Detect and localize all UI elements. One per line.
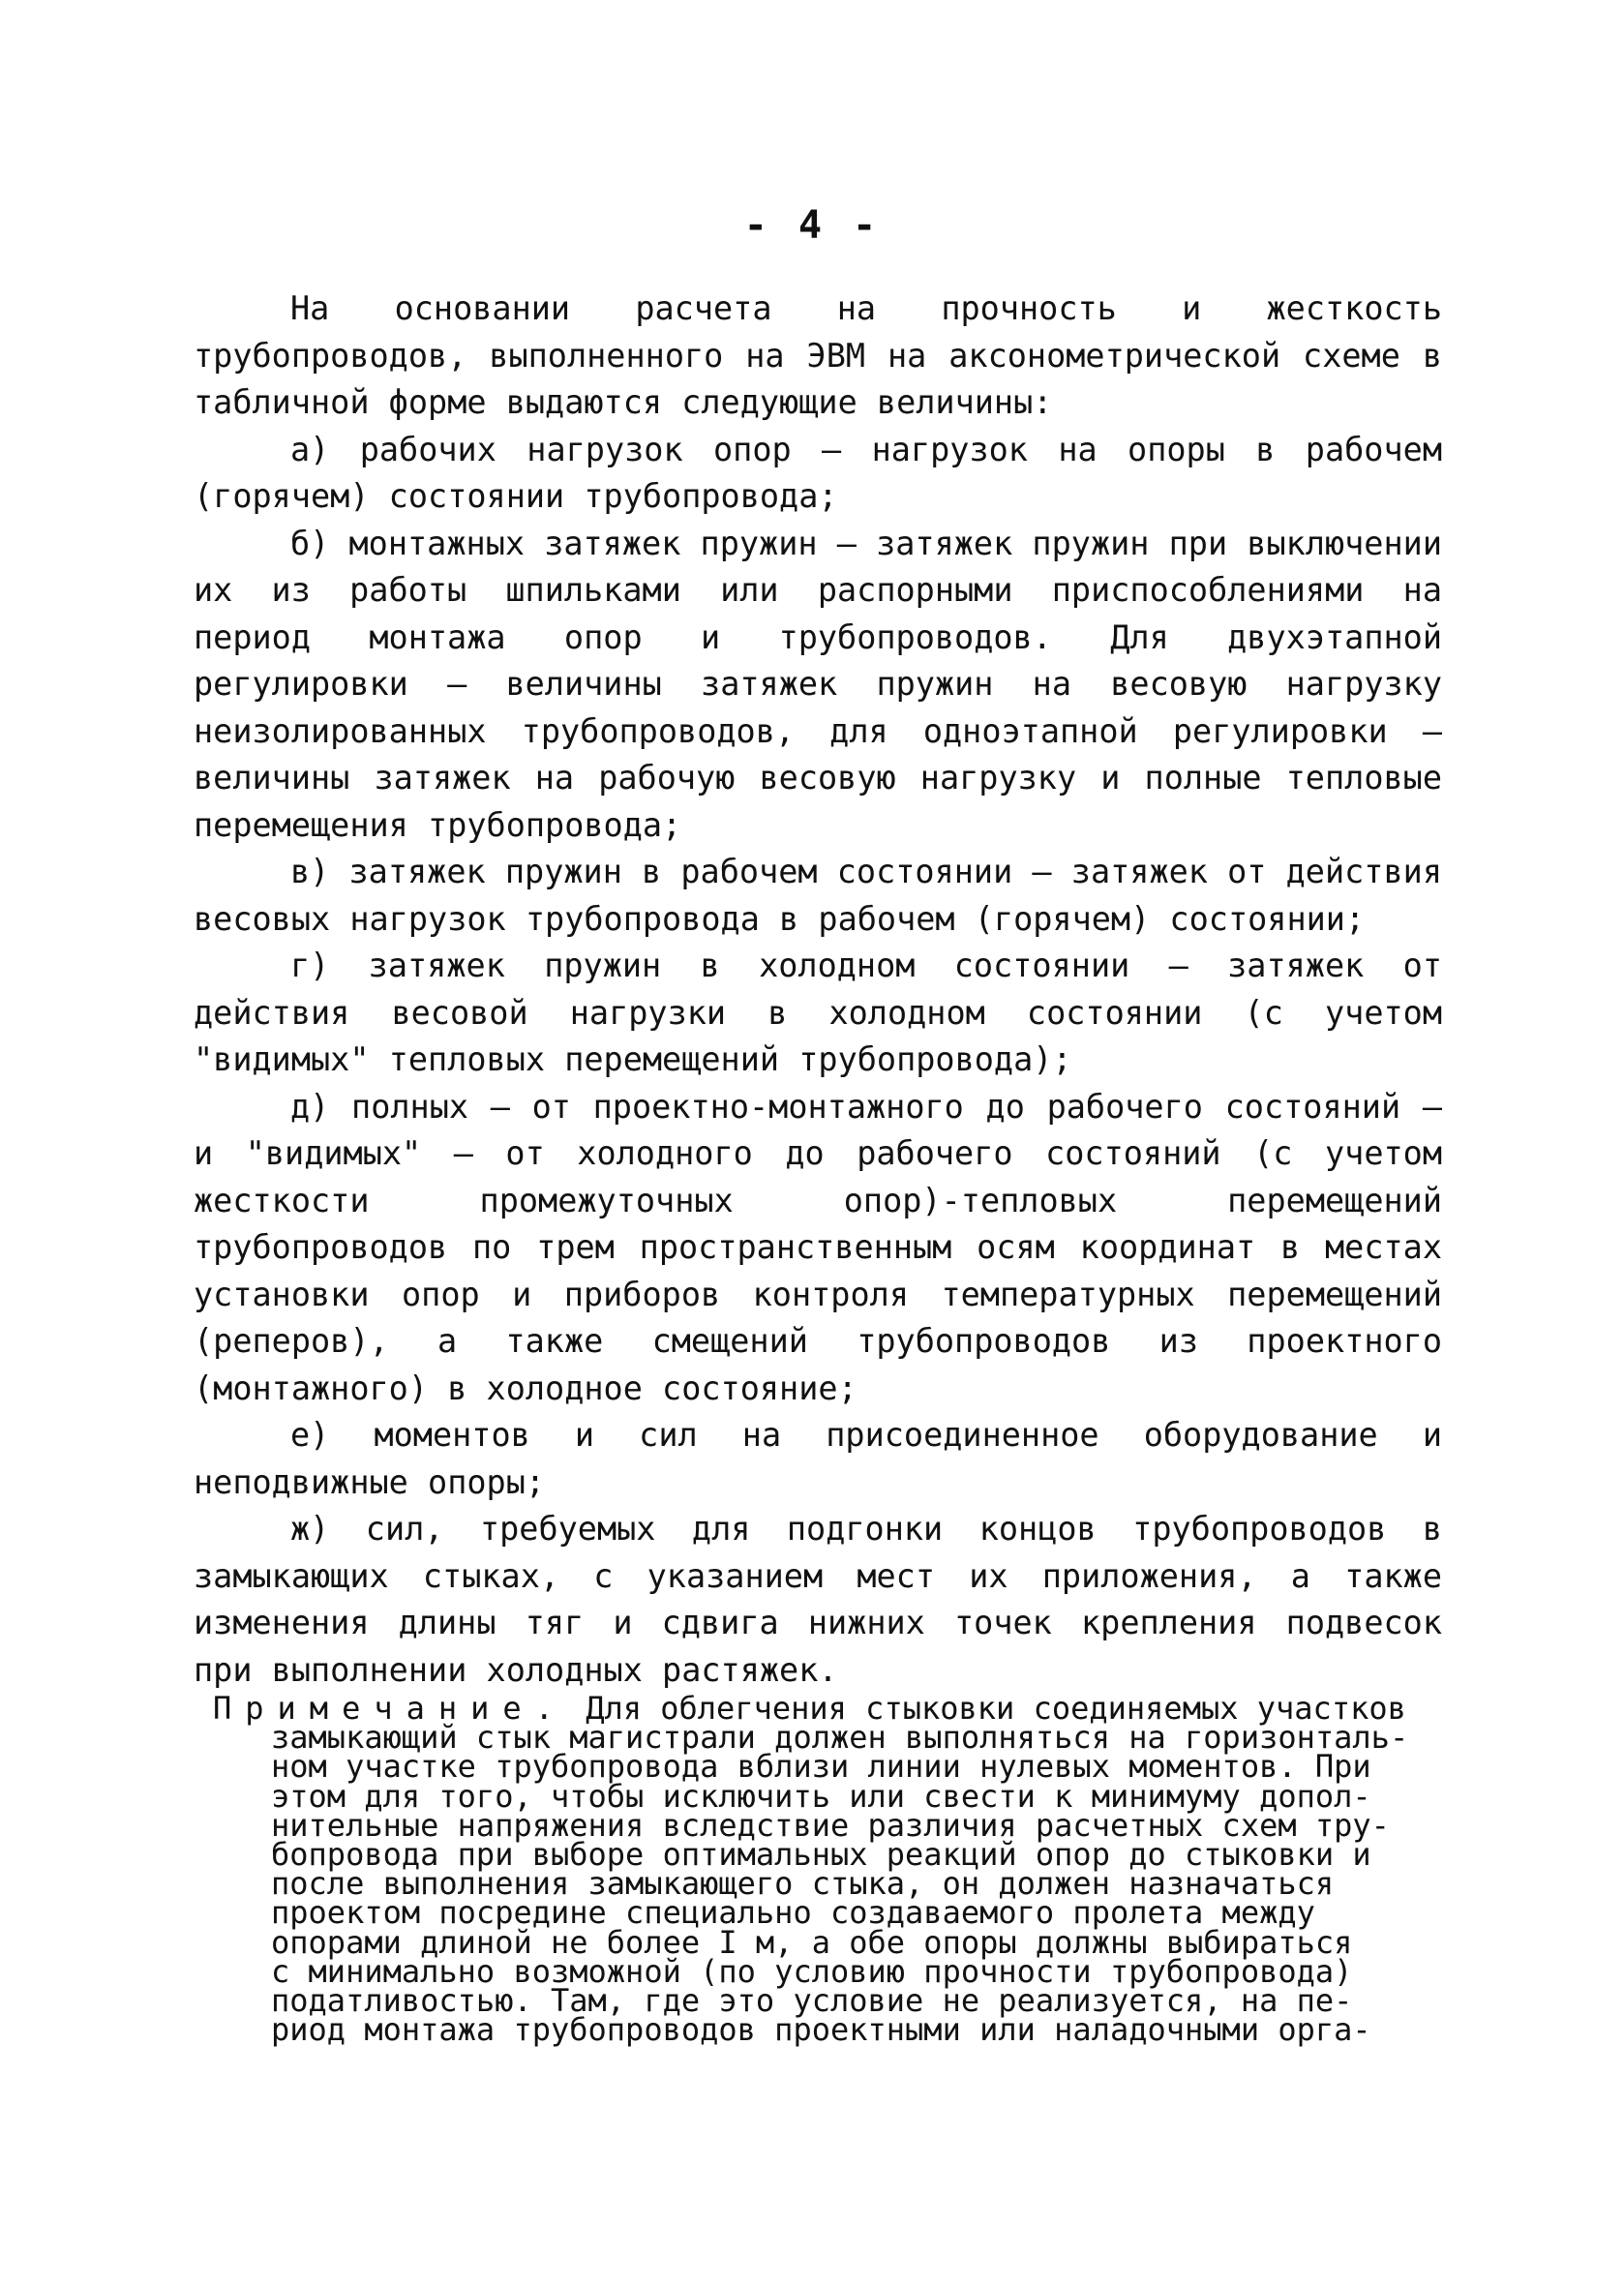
- note-body: [271, 1719, 1461, 2049]
- note-line: нительные напряжения вследствие различия расчетных схем тру-: [271, 1806, 1390, 1844]
- note-label: Примечание.: [213, 1690, 567, 1727]
- intro-paragraph: На основании расчета на прочность и жесткость трубопроводов, выполненного на ЭВМ на аксонометрической схеме в табличной форме выдаются следующие величины:: [194, 289, 1442, 421]
- note-line: проектом посредине специально создаваемого пролета между: [271, 1894, 1315, 1932]
- list-item-a: а) рабочих нагрузок опор – нагрузок на опоры в рабочем (горячем) состоянии трубопровода;: [194, 430, 1442, 515]
- list-item-v: в) затяжек пружин в рабочем состоянии – затяжек от действия весовых нагрузок трубопровода в рабочем (горячем) состоянии;: [194, 853, 1442, 938]
- list-item-e: е) моментов и сил на присоединенное оборудование и неподвижные опоры;: [194, 1416, 1442, 1501]
- note-line: ном участке трубопровода вблизи линии нулевых моментов. При: [271, 1748, 1371, 1786]
- note-line: бопровода при выборе оптимальных реакций опор до стыковки и: [271, 1836, 1371, 1874]
- note-line: после выполнения замыкающего стыка, он должен назначаться: [271, 1865, 1335, 1903]
- main-text: [194, 286, 1442, 1694]
- list-item-d: д) полных – от проектно-монтажного до рабочего состояний – и "видимых" – от холодного до рабочего состояний (с учетом жесткости промежуточных опор)-тепловых перемещений трубопроводов по трем пространственным осям координат в местах установки опор и приборов контроля температурных перемещений (реперов), а также смещений трубопроводов из проектного (монтажного) в холодное состояние;: [194, 1087, 1442, 1407]
- page-number: - 4 -: [743, 203, 881, 248]
- list-item-g: г) затяжек пружин в холодном состоянии – затяжек от действия весовой нагрузки в холодном состоянии (с учетом "видимых" тепловых перемещений трубопровода);: [194, 947, 1442, 1078]
- note-block: [213, 1690, 1461, 2049]
- note-line: податливостью. Там, где это условие не реализуется, на пе-: [271, 1982, 1353, 2020]
- note-line: этом для того, чтобы исключить или свести к минимуму допол-: [271, 1777, 1371, 1815]
- note-line: замыкающий стык магистрали должен выполняться на горизонталь-: [271, 1719, 1409, 1757]
- list-item-b: б) монтажных затяжек пружин – затяжек пружин при выключении их из работы шпильками или распорными приспособлениями на период монтажа опор и трубопроводов. Для двухэтапной регулировки – величины затяжек пружин на весовую нагрузку неизолированных трубопроводов, для одноэтапной регулировки – величины затяжек на рабочую весовую нагрузку и полные тепловые перемещения трубопровода;: [194, 524, 1442, 844]
- list-item-zh: ж) сил, требуемых для подгонки концов трубопроводов в замыкающих стыках, с указанием мест их приложения, а также изменения длины тяг и сдвига нижних точек крепления подвесок при выполнении холодных растяжек.: [194, 1510, 1442, 1689]
- note-line: риод монтажа трубопроводов проектными или наладочными орга-: [271, 2011, 1371, 2049]
- note-first-line: Для облегчения стыковки соединяемых участков: [586, 1690, 1406, 1727]
- note-line: с минимально возможной (по условию прочности трубопровода): [271, 1952, 1353, 1990]
- note-line: опорами длиной не более I м, а обе опоры должны выбираться: [271, 1923, 1353, 1961]
